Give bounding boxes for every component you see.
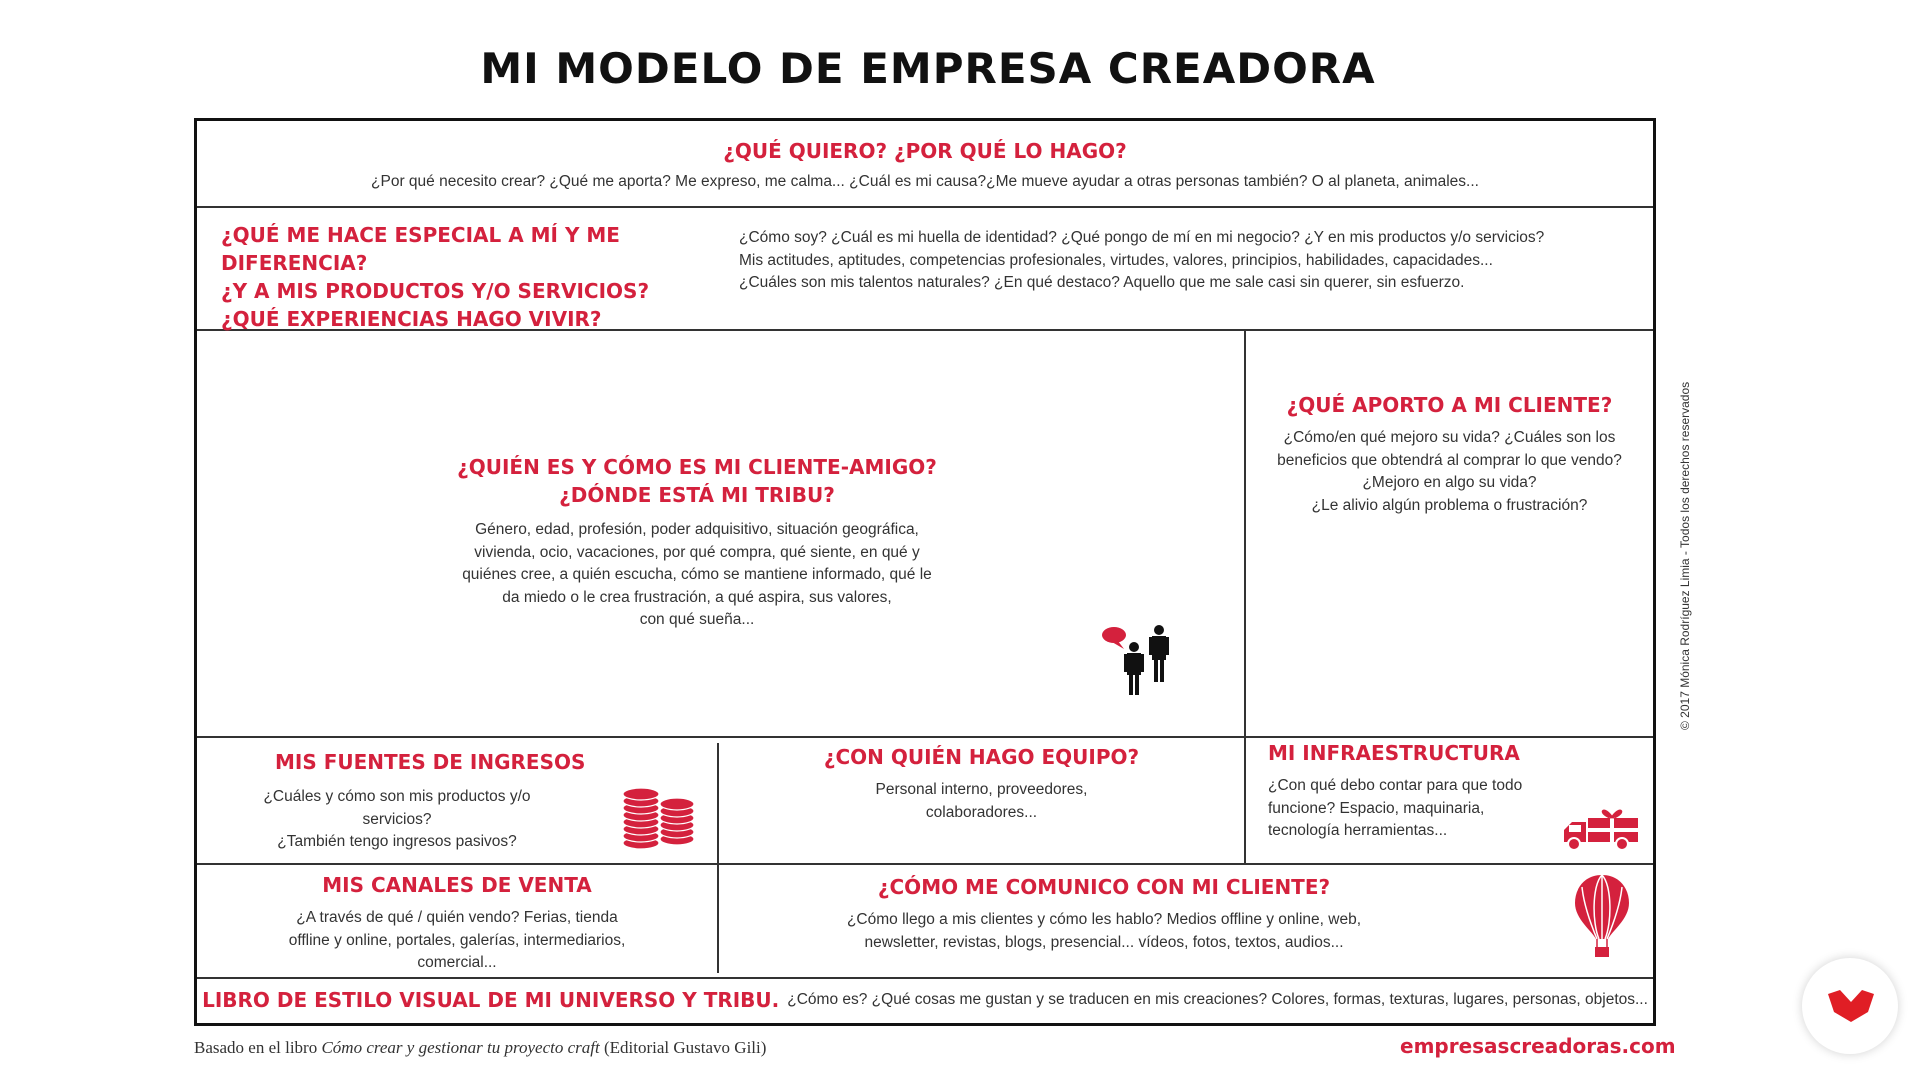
section-text-line: ¿Mejoro en algo su vida? xyxy=(1362,474,1537,491)
section-text xyxy=(197,907,717,975)
section-text xyxy=(1246,427,1653,517)
hot-air-balloon-icon xyxy=(1572,873,1632,959)
section-heading: ¿QUÉ QUIERO? ¿POR QUÉ LO HAGO? xyxy=(723,139,1127,163)
section-text-line: beneficios que obtendrá al comprar lo que vendo? xyxy=(1277,451,1622,469)
section-team xyxy=(719,743,1244,824)
section-special xyxy=(221,221,741,333)
section-text: ¿Cómo es? ¿Qué cosas me gustan y se traducen en mis creaciones? Colores, formas, texturas, lugares, personas, objetos... xyxy=(787,990,1648,1008)
brand-logo-button[interactable] xyxy=(1802,958,1898,1054)
section-text-line: con qué sueña... xyxy=(639,611,755,628)
people-talking-icon xyxy=(1100,621,1190,717)
book-credit xyxy=(194,1038,766,1058)
section-text-line: quiénes cree, a quién escucha, cómo se mantiene informado, qué le xyxy=(462,566,932,583)
section-channels xyxy=(197,871,717,975)
section-text-line: ¿Cómo/en qué mejoro su vida? ¿Cuáles son los xyxy=(1283,429,1616,446)
section-heading: MIS FUENTES DE INGRESOS xyxy=(275,750,586,774)
divider xyxy=(197,206,1653,208)
section-client xyxy=(427,453,967,632)
website-link[interactable]: empresascreadoras.com xyxy=(1400,1034,1676,1058)
section-text-line: ¿Con qué debo contar para que todo xyxy=(1268,777,1523,794)
section-text-line: ¿Cómo soy? ¿Cuál es mi huella de identidad? ¿Qué pongo de mí en mi negocio? ¿Y en mis productos y/o servicios? xyxy=(739,229,1545,246)
section-heading: MI INFRAESTRUCTURA xyxy=(1268,741,1520,765)
gift-truck-icon xyxy=(1560,804,1640,854)
section-text-line: newsletter, revistas, blogs, presencial... vídeos, fotos, textos, audios... xyxy=(864,933,1344,951)
section-text: ¿Por qué necesito crear? ¿Qué me aporta? Me expreso, me calma... ¿Cuál es mi causa?¿Me mueve ayudar a otras personas también? O al planeta, animales... xyxy=(371,173,1479,190)
divider xyxy=(197,863,1653,865)
section-text-line: tecnología herramientas... xyxy=(1268,822,1448,839)
section-heading: LIBRO DE ESTILO VISUAL DE MI UNIVERSO Y TRIBU. xyxy=(202,988,780,1012)
section-text-line: Personal interno, proveedores, xyxy=(875,781,1088,798)
section-text-line: ¿Cómo llego a mis clientes y cómo les hablo? Medios offline y online, web, xyxy=(846,911,1362,928)
section-text-line: colaboradores... xyxy=(925,803,1038,821)
section-text-line: ¿Cuáles y cómo son mis productos y/o servicios? xyxy=(263,788,531,828)
section-heading: ¿CÓMO ME COMUNICO CON MI CLIENTE? xyxy=(877,875,1331,899)
section-text-line: offline y online, portales, galerías, intermediarios, xyxy=(288,931,626,949)
section-text-line: comercial... xyxy=(417,954,497,971)
brand-logo-icon xyxy=(1826,988,1876,1024)
section-text-line: da miedo o le crea frustración, a qué aspira, sus valores, xyxy=(502,588,892,606)
section-heading: ¿QUÉ APORTO A MI CLIENTE? xyxy=(1286,393,1613,417)
section-style xyxy=(197,977,1653,1023)
section-heading-line: ¿DÓNDE ESTÁ MI TRIBU? xyxy=(559,483,835,507)
section-text-line: funcione? Espacio, maquinaria, xyxy=(1268,799,1485,817)
section-communicate xyxy=(719,873,1489,954)
section-value xyxy=(1246,391,1653,517)
section-heading-line: ¿QUIÉN ES Y CÓMO ES MI CLIENTE-AMIGO? xyxy=(457,455,937,479)
page-title: MI MODELO DE EMPRESA CREADORA xyxy=(480,44,1376,93)
credit-prefix: Basado en el libro xyxy=(194,1038,322,1057)
section-text-line: vivienda, ocio, vacaciones, por qué compra, qué siente, en qué y xyxy=(474,543,920,561)
section-text-line: ¿Le alivio algún problema o frustración? xyxy=(1311,496,1588,514)
section-text-line: Mis actitudes, aptitudes, competencias profesionales, virtudes, valores, principios, habilidades, capacidades... xyxy=(739,251,1493,269)
section-heading: ¿CON QUIÉN HAGO EQUIPO? xyxy=(823,745,1140,769)
section-text-line: ¿También tengo ingresos pasivos? xyxy=(277,833,517,850)
section-heading-line: ¿QUÉ EXPERIENCIAS HAGO VIVIR? xyxy=(221,307,602,331)
section-why xyxy=(197,121,1653,206)
copyright-note: © 2017 Mónica Rodríguez Limia - Todos los derechos reservados xyxy=(1678,381,1692,730)
section-text xyxy=(719,779,1244,824)
section-text xyxy=(427,519,967,632)
section-text-line: Género, edad, profesión, poder adquisitivo, situación geográfica, xyxy=(475,521,919,538)
section-heading: MIS CANALES DE VENTA xyxy=(322,873,592,897)
section-heading-line: ¿QUÉ ME HACE ESPECIAL A MÍ Y ME DIFERENCIA? xyxy=(221,223,620,275)
canvas-board xyxy=(194,118,1656,1026)
coins-stack-icon xyxy=(619,781,699,851)
section-text xyxy=(227,786,567,854)
section-text-line: ¿Cuáles son mis talentos naturales? ¿En qué destaco? Aquello que me sale casi sin querer, sin esfuerzo. xyxy=(739,274,1465,291)
credit-suffix: (Editorial Gustavo Gili) xyxy=(599,1038,767,1057)
section-text-line: ¿A través de qué / quién vendo? Ferias, tienda xyxy=(296,909,618,926)
section-special-text xyxy=(739,227,1639,295)
divider xyxy=(197,736,1653,738)
book-title: Cómo crear y gestionar tu proyecto craft xyxy=(321,1038,600,1057)
section-heading-line: ¿Y A MIS PRODUCTOS Y/O SERVICIOS? xyxy=(221,279,650,303)
section-text xyxy=(719,909,1489,954)
